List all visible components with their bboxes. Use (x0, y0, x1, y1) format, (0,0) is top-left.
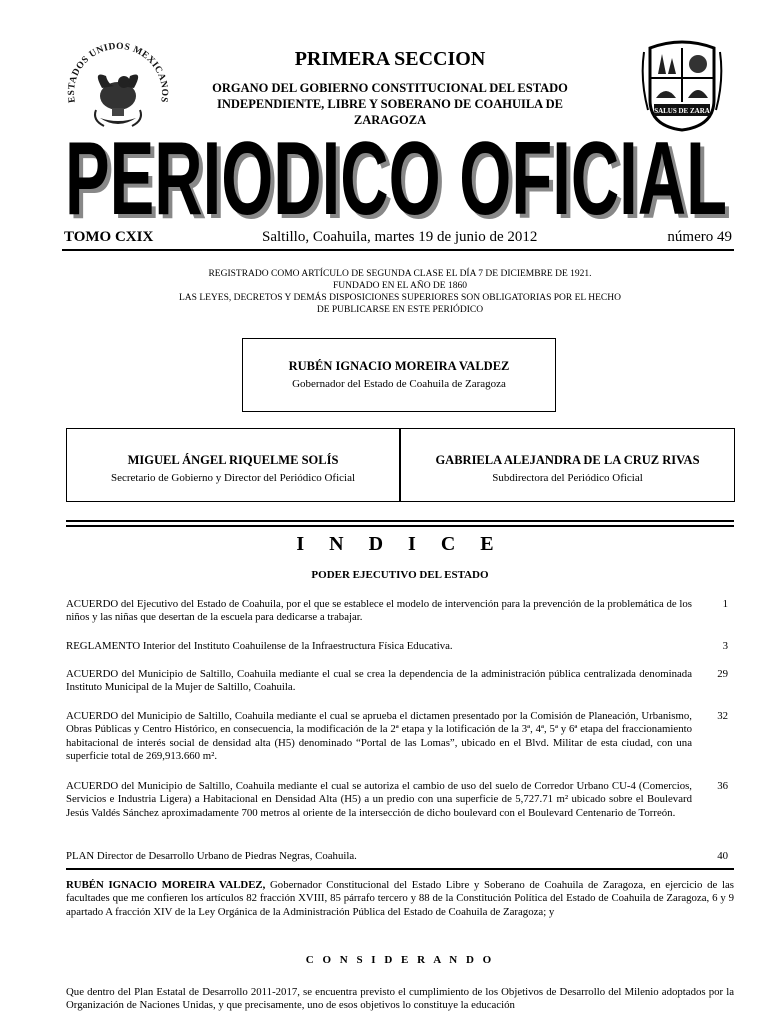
registration-line: REGISTRADO COMO ARTÍCULO DE SEGUNDA CLASE EL DÍA 7 DE DICIEMBRE DE 1921. (208, 269, 592, 279)
index-entry[interactable] (66, 640, 734, 653)
section-heading: PRIMERA SECCION (294, 48, 486, 70)
index-entry[interactable] (66, 598, 734, 625)
governor-name: RUBÉN IGNACIO MOREIRA VALDEZ (288, 359, 510, 373)
index-entry-page: 1 (722, 598, 728, 610)
index-entry-page: 29 (717, 668, 728, 680)
index-section-label: PODER EJECUTIVO DEL ESTADO (311, 569, 489, 581)
mexican-coat-of-arms-seal (62, 40, 174, 140)
coahuila-coat-of-arms-seal (640, 40, 724, 132)
subdirector-name: GABRIELA ALEJANDRA DE LA CRUZ RIVAS (435, 453, 700, 467)
secretary-box (66, 428, 400, 502)
index-title: I N D I C E (296, 533, 504, 555)
index-entry-page: 36 (717, 780, 728, 792)
svg-text:ESTADOS UNIDOS MEXICANOS: ESTADOS UNIDOS MEXICANOS (66, 41, 170, 104)
organ-description (180, 80, 600, 128)
registration-notice (90, 268, 710, 316)
divider (66, 868, 734, 870)
issue-number: número 49 (667, 229, 732, 245)
registration-line: DE PUBLICARSE EN ESTE PERIÓDICO (316, 305, 484, 315)
index-entry-text: ACUERDO del Municipio de Saltillo, Coahuila mediante el cual se autoriza el cambio de uso del suelo de Corredor Urbano CU-4 (Comercios, Servicios e Industria Ligera) a Habitacional en Densidad Alta (H5) a un predio con una superficie de 5,727.71 m² ubicado sobre el Boulevard Jesús Valdés Sánchez aproximadamente 700 metros al oriente de la intersección de dicho boulevard con el Boulevard Centenario de Torreón. (66, 780, 692, 819)
index-entry-text: PLAN Director de Desarrollo Urbano de Piedras Negras, Coahuila. (66, 850, 357, 862)
svg-text:SALUS DE ZARA: SALUS DE ZARA (654, 107, 710, 115)
secretary-name: MIGUEL ÁNGEL RIQUELME SOLÍS (127, 453, 339, 467)
issue-date: Saltillo, Coahuila, martes 19 de junio de 2012 (262, 229, 538, 245)
double-divider (66, 520, 734, 527)
index-entry-text: ACUERDO del Municipio de Saltillo, Coahuila mediante el cual se aprueba el dictamen presentado por la Comisión de Planeación, Urbanismo, Obras Públicas y Centro Histórico, en consecuencia, la modificación de la 2ª etapa y la lotificación de la 3ª, 4ª, 5ª y 6ª etapa del fraccionamiento habitacional de interés social de densidad alta (H5) denominado “Portal de las Lomas”, ubicado en el Blvd. Militar de esta ciudad, con una superficie total de 269,913.660 m². (66, 710, 692, 762)
organ-line: INDEPENDIENTE, LIBRE Y SOBERANO DE COAHUILA DE (216, 97, 563, 111)
organ-line: ZARAGOZA (353, 113, 427, 127)
subdirector-box (400, 428, 735, 502)
intro-paragraph (66, 879, 734, 919)
index-entry-text: ACUERDO del Ejecutivo del Estado de Coahuila, por el que se establece el modelo de intervención para la prevención de la problemática de los niños y las niñas que desertan de la escuela para dedicarse a trabajar. (66, 598, 692, 624)
index-entry-page: 3 (722, 640, 728, 652)
secretary-role: Secretario de Gobierno y Director del Periódico Oficial (110, 472, 356, 484)
index-entry[interactable] (66, 850, 734, 863)
masthead-title (62, 128, 734, 226)
organ-line: ORGANO DEL GOBIERNO CONSTITUCIONAL DEL ESTADO (212, 81, 568, 95)
intro-name: RUBÉN IGNACIO MOREIRA VALDEZ, (66, 879, 266, 891)
considerando-heading: C O N S I D E R A N D O (305, 954, 495, 966)
issue-info-bar (62, 229, 734, 251)
tomo-label: TOMO CXIX (64, 229, 154, 245)
registration-line: LAS LEYES, DECRETOS Y DEMÁS DISPOSICIONES SUPERIORES SON OBLIGATORIAS POR EL HECHO (179, 293, 621, 303)
index-entry-text: REGLAMENTO Interior del Instituto Coahuilense de la Infraestructura Física Educativa. (66, 640, 453, 652)
index-entry-page: 40 (717, 850, 728, 862)
index-entry-page: 32 (717, 710, 728, 722)
subdirector-role: Subdirectora del Periódico Oficial (492, 472, 643, 484)
masthead-shadow: PERIODICO OFICIAL (69, 128, 731, 226)
governor-box (242, 338, 556, 412)
intro-text: Gobernador Constitucional del Estado Libre y Soberano de Coahuila de Zaragoza, en ejercicio de las facultades que me confieren los artículos 82 fracción XVIII, 85 párrafo tercero y 88 de la Constitución Política del Estado de Coahuila de Zaragoza, 6 y 9 apartado A fracción XIV de la Ley Orgánica de la Administración Pública del Estado de Coahuila de Zaragoza; y (66, 879, 734, 918)
closing-paragraph: Que dentro del Plan Estatal de Desarrollo 2011-2017, se encuentra previsto el cumplimiento de los Objetivos de Desarrollo del Milenio adoptados por la Organización de Naciones Unidas, y que precisamente, uno de esos objetivos lo constituye la educación (66, 986, 734, 1012)
index-entry[interactable] (66, 668, 734, 695)
masthead-text: PERIODICO OFICIAL (65, 128, 727, 226)
index-entry-text: ACUERDO del Municipio de Saltillo, Coahuila mediante el cual se crea la dependencia de la administración pública centralizada denominada Instituto Municipal de la Mujer de Saltillo, Coahuila. (66, 668, 692, 694)
index-entry[interactable] (66, 780, 734, 820)
governor-role: Gobernador del Estado de Coahuila de Zaragoza (292, 378, 506, 390)
registration-line: FUNDADO EN EL AÑO DE 1860 (333, 281, 467, 291)
index-entry[interactable] (66, 710, 734, 763)
